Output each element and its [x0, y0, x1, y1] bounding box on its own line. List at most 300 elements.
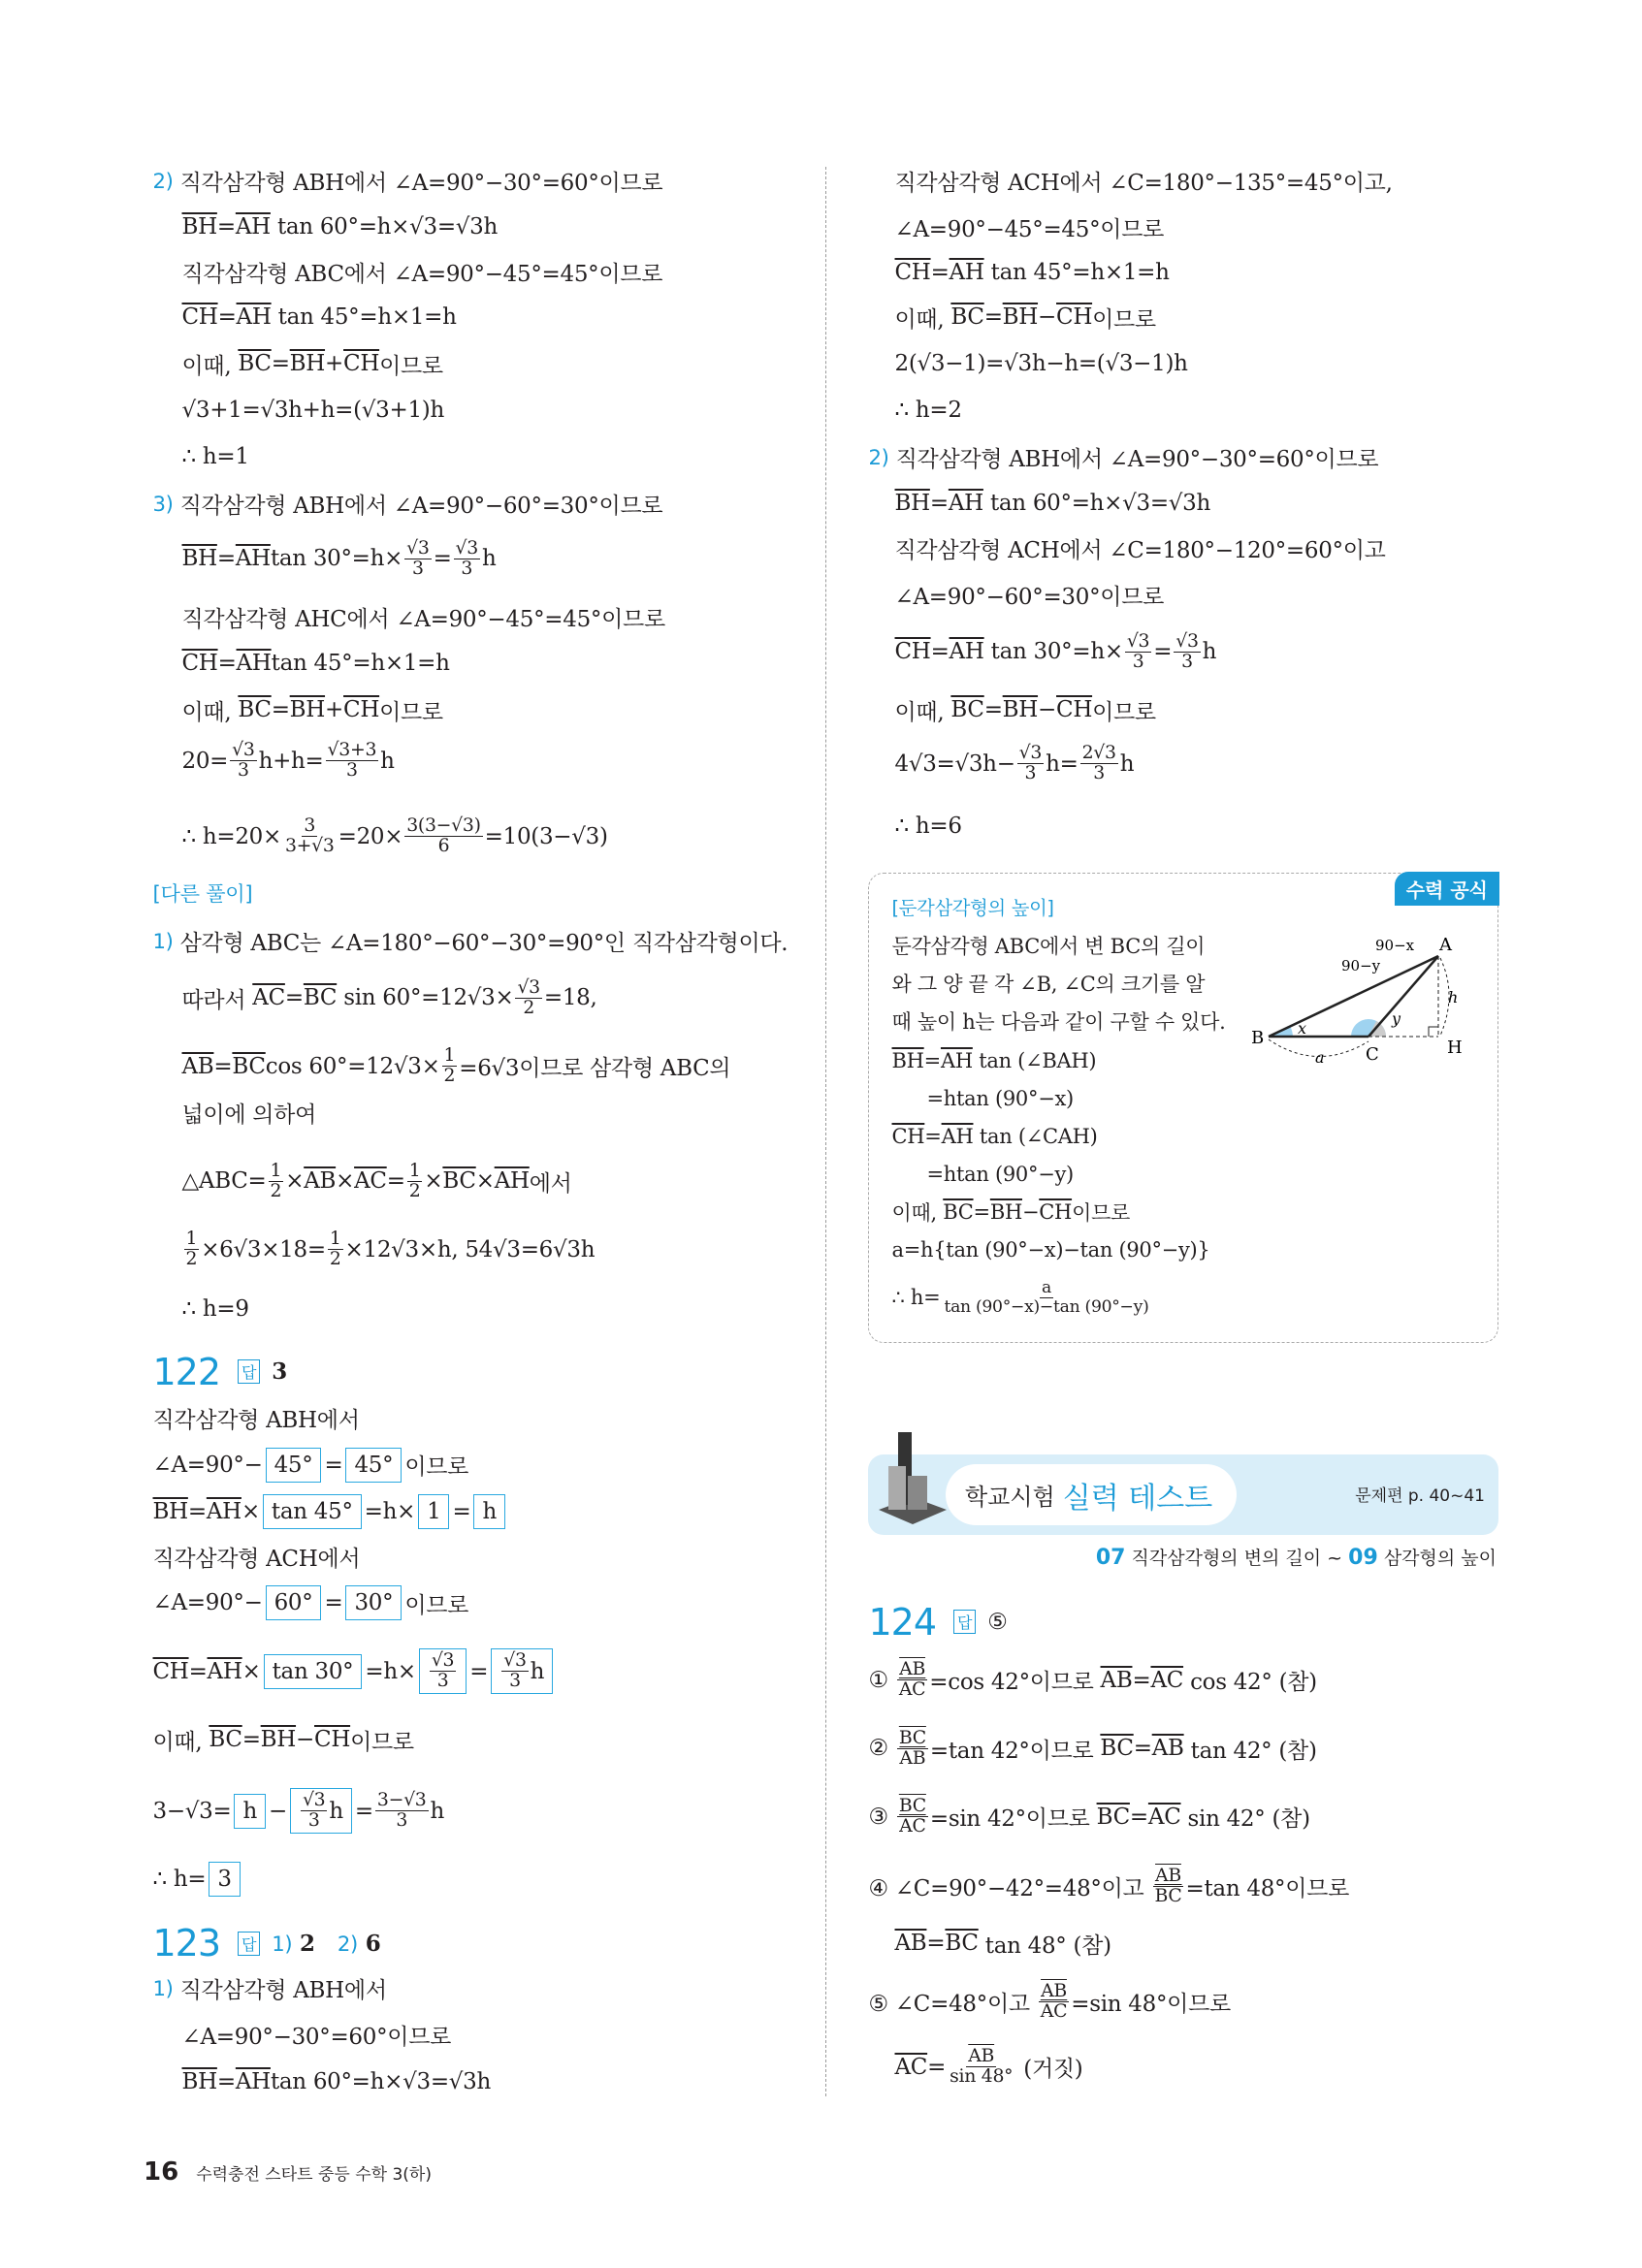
text: 이므로 [379, 699, 443, 725]
denominator [897, 1680, 927, 1700]
denominator [897, 1746, 927, 1769]
text: h [1119, 751, 1135, 777]
text: − [1038, 304, 1057, 330]
text: ∠A=90°−30°=60°이므로 [181, 2025, 452, 2050]
segment-label: $\overline{BH}$ [989, 1199, 1022, 1224]
text-line [895, 2046, 1083, 2089]
segment-label: $\overline{BC}$ [1096, 1804, 1130, 1830]
denominator [184, 1250, 200, 1269]
text-line [892, 885, 1054, 928]
text: h [1202, 639, 1217, 664]
item-marker: 2) [152, 168, 174, 193]
text: = [216, 546, 236, 571]
text: h [481, 546, 497, 571]
text: 3 [412, 557, 424, 579]
boxed-answer [345, 1585, 402, 1620]
text-line [153, 1790, 445, 1833]
text-line [182, 740, 395, 783]
text-line [895, 159, 1393, 202]
text: × [241, 1498, 260, 1524]
text: √3 [1126, 629, 1150, 652]
segment-label: $\overline{AC}$ [1147, 1804, 1181, 1830]
text: 1 [270, 1159, 282, 1181]
text: h+h= [258, 748, 324, 774]
text: 직각삼각형 ABH에서 ∠A=90°−30°=60°이므로 [173, 170, 663, 196]
text: sin 48° [950, 2065, 1014, 2087]
text-line [153, 1650, 557, 1693]
text: 3 [1132, 650, 1144, 672]
boxed-answer [263, 1494, 362, 1529]
text: =sin 48°이므로 [1071, 1991, 1231, 2017]
text-line [895, 574, 1165, 617]
text: tan 60°=h×√3=√3h [270, 214, 499, 240]
text: 30° [354, 1590, 394, 1615]
text: 2 [523, 996, 535, 1018]
item-marker: 2) [337, 1931, 358, 1956]
text: = [930, 259, 950, 285]
text: √3 [455, 536, 478, 559]
segment-label: $\overline{AB}$ [968, 2045, 995, 2067]
segment-label: $\overline{AH}$ [941, 1124, 974, 1148]
text: (거짓) [1016, 2057, 1083, 2082]
text-line [182, 688, 443, 731]
numerator [1017, 744, 1044, 764]
text: 3 [461, 557, 473, 579]
text: × [336, 1168, 355, 1194]
text-line [895, 482, 1211, 525]
chapter-number: 07 [1095, 1546, 1126, 1570]
text-line [182, 389, 444, 431]
text: √3 [503, 1649, 527, 1672]
fraction [184, 1230, 200, 1269]
text: = [469, 1658, 489, 1684]
text-line [895, 527, 1386, 570]
text-line [927, 1077, 1074, 1120]
segment-label: $\overline{BH}$ [289, 351, 326, 376]
text: 이때, [181, 699, 239, 725]
text: = [213, 1053, 233, 1079]
text: =h× [364, 1498, 416, 1524]
text: = [188, 1658, 208, 1684]
boxed-answer [266, 1448, 322, 1483]
denominator [507, 1672, 523, 1691]
text: ③ [868, 1804, 895, 1830]
text: × [241, 1658, 261, 1684]
boxed-answer [209, 1862, 240, 1897]
text: tan 45°=h×1=h [983, 259, 1170, 285]
text: sin 42° (참) [1180, 1806, 1310, 1832]
formula-box [868, 873, 1498, 1343]
numerator [404, 536, 431, 559]
text: = [284, 985, 304, 1010]
answer-value: 2 [292, 1930, 338, 1957]
fraction [269, 1159, 284, 1201]
text-line [892, 1115, 1098, 1158]
segment-label: $\overline{AH}$ [236, 651, 272, 676]
segment-label: $\overline{BH}$ [1002, 697, 1039, 722]
expression [1155, 1865, 1181, 1886]
segment-label: BC [1154, 1885, 1182, 1906]
text-line [895, 206, 1165, 248]
answer-badge: 답 [953, 1610, 976, 1634]
text: = [241, 1727, 261, 1752]
text: tan 30°=h× [983, 639, 1123, 664]
text-line [153, 1581, 469, 1624]
numerator [442, 1046, 458, 1067]
text: + [325, 697, 344, 722]
text: 6 [437, 835, 450, 856]
text-line [153, 1858, 243, 1901]
angle-90-x-label: 90−x [1375, 937, 1415, 954]
fraction [948, 2047, 1014, 2087]
segment-label: $\overline{AC}$ [894, 2054, 928, 2080]
numerator [328, 1230, 343, 1250]
segment-label: AC [1040, 1999, 1068, 2022]
section-banner [868, 1454, 1498, 1535]
segment-label: $\overline{AC}$ [1150, 1667, 1184, 1693]
text: ① [868, 1667, 895, 1693]
denominator [948, 2067, 1014, 2087]
text: h [380, 748, 395, 774]
segment-label: $\overline{AH}$ [235, 546, 271, 571]
text: 3 [509, 1670, 521, 1691]
text: 이므로 [1072, 1200, 1131, 1225]
segment-label: $\overline{CH}$ [181, 651, 218, 676]
segment-label: $\overline{AB}$ [894, 1931, 927, 1956]
denominator [521, 996, 536, 1018]
text: 직각삼각형 ABH에서 [152, 1408, 360, 1433]
text: = [217, 651, 237, 676]
numerator [301, 1791, 327, 1811]
answer-badge: 답 [238, 1359, 260, 1384]
segment-label: $\overline{BH}$ [181, 214, 217, 240]
text: 2 [185, 1248, 198, 1269]
segment-label: $\overline{BC}$ [950, 697, 984, 722]
text: = [433, 546, 452, 571]
text: 따라서 [181, 987, 253, 1013]
text-line [182, 1092, 317, 1134]
text-line [153, 920, 789, 963]
text-line [869, 1796, 1310, 1838]
fraction [942, 1279, 1150, 1315]
text: 2 [443, 1065, 456, 1086]
text: 직각삼각형 ABH에서 ∠A=90°−60°=30°이므로 [173, 493, 663, 519]
text: 1 [185, 1228, 198, 1250]
text: = [983, 697, 1003, 722]
segment-label: $\overline{BC}$ [943, 1199, 974, 1224]
denominator [1091, 764, 1107, 783]
fraction [1152, 1867, 1183, 1906]
denominator [328, 1250, 343, 1269]
text: 3 [238, 759, 249, 781]
obtuse-triangle-diagram [1249, 927, 1482, 1097]
text: 3 [1181, 650, 1193, 672]
fraction [515, 975, 541, 1018]
text: 이때, [152, 1729, 209, 1755]
text: h [242, 1798, 257, 1824]
denominator [306, 1811, 322, 1831]
text: ×6√3×18= [201, 1236, 326, 1262]
text: tan 45°=h×1=h [271, 304, 457, 330]
text: =h× [365, 1658, 416, 1684]
segment-label: $\overline{AB}$ [304, 1168, 337, 1194]
boxed-answer [290, 1788, 352, 1834]
segment-label: $\overline{BC}$ [209, 1727, 242, 1752]
expression [899, 1795, 926, 1816]
text: = [324, 1452, 343, 1478]
segment-label: $\overline{BC}$ [303, 985, 338, 1010]
fraction [230, 741, 256, 781]
item-marker: 1) [152, 929, 174, 953]
segment-label: $\overline{BC}$ [238, 351, 272, 376]
fraction [328, 1230, 343, 1269]
text: ∴ h= [152, 1867, 207, 1892]
text: = [1133, 1736, 1152, 1761]
fraction [897, 1660, 927, 1700]
text-line [895, 743, 1135, 785]
text-line [869, 435, 1379, 478]
text: =htan (90°−y) [926, 1162, 1074, 1186]
text-line [895, 1922, 1111, 1965]
text-line [153, 482, 663, 525]
text: 45° [354, 1452, 394, 1478]
segment-label: AC [898, 1678, 926, 1700]
book-title: 수력충전 스타트 중등 수학 3(하) [196, 2164, 432, 2185]
segment-label: $\overline{AB}$ [1041, 1979, 1067, 2001]
boxed-answer [266, 1585, 322, 1620]
segment-label: $\overline{AB}$ [1100, 1667, 1133, 1693]
segment-label: $\overline{CH}$ [894, 259, 931, 285]
segment-label: $\overline{CH}$ [891, 1124, 925, 1148]
segment-label: $\overline{CH}$ [1039, 1199, 1073, 1224]
text: 이때, [181, 353, 239, 379]
text-line [153, 1351, 287, 1393]
text-line [153, 1444, 469, 1486]
text: =tan 42°이므로 [929, 1738, 1101, 1764]
text-line [153, 1718, 414, 1761]
boxed-answer [234, 1794, 266, 1829]
text: 3 [396, 1809, 408, 1831]
item-marker: [다른 풀이] [152, 881, 253, 906]
segment-label: $\overline{BH}$ [891, 1048, 924, 1072]
denominator [1039, 1999, 1069, 2022]
text: △ABC= [181, 1168, 267, 1194]
segment-label: $\overline{AH}$ [236, 304, 272, 330]
text: 때 높이 h는 다음과 같이 구할 수 있다. [891, 1010, 1226, 1034]
segment-label: $\overline{BH}$ [181, 546, 217, 571]
text: √3+3 [327, 739, 377, 761]
text: 1 [443, 1044, 456, 1067]
text: 3−√3 [376, 1789, 427, 1811]
text: cos 42° (참) [1183, 1670, 1317, 1695]
text-line [182, 435, 249, 478]
section-subheading [1096, 1544, 1497, 1570]
numerator [454, 536, 480, 559]
problem-number: 124 [868, 1600, 937, 1644]
text: 3 [304, 815, 316, 837]
text: tan 45° [271, 1498, 353, 1524]
segment-label: $\overline{AB}$ [181, 1053, 214, 1079]
denominator [1152, 1887, 1183, 1906]
numerator [326, 741, 379, 761]
text-line [892, 924, 1206, 967]
fraction [430, 1651, 456, 1691]
text: ⑤ [987, 1609, 1008, 1635]
segment-label: $\overline{AH}$ [207, 1658, 242, 1684]
text: − [268, 1798, 287, 1824]
text: = [930, 639, 950, 664]
text: = [216, 214, 236, 240]
text-line [869, 1866, 1350, 1908]
text-line [869, 1601, 1008, 1644]
text: ② [868, 1736, 895, 1761]
text-line [182, 1160, 572, 1202]
answer-value: 3 [272, 1358, 287, 1385]
problem-page-reference: 문제편 p. 40~41 [1355, 1486, 1485, 1506]
angle-90-y-label: 90−y [1341, 957, 1381, 974]
segment-label: $\overline{BH}$ [1002, 304, 1039, 330]
boxed-answer [491, 1648, 553, 1694]
text: =tan 48°이므로 [1185, 1876, 1349, 1901]
text: − [1038, 697, 1057, 722]
fraction [501, 1651, 528, 1691]
text-line [895, 251, 1170, 294]
text: ∴ h=2 [894, 398, 962, 423]
segment-label: $\overline{CH}$ [343, 351, 380, 376]
text-line [892, 1039, 1097, 1082]
segment-label: AB [899, 1746, 926, 1769]
item-marker: 1) [272, 1931, 293, 1956]
text: 2 [408, 1179, 421, 1201]
segment-label: $\overline{CH}$ [181, 304, 218, 330]
text: = [386, 1168, 405, 1194]
segment-label: $\overline{CH}$ [894, 639, 931, 664]
text: 에서 [529, 1170, 572, 1197]
expression [899, 1815, 925, 1837]
segment-label: $\overline{BH}$ [894, 491, 930, 516]
vertex-c-label: C [1366, 1044, 1379, 1065]
text: ∠A=90°− [152, 1452, 263, 1478]
segment-label: $\overline{AH}$ [940, 1048, 973, 1072]
text: 2√3 [1081, 742, 1116, 764]
text-line [182, 1288, 249, 1330]
text: 직각삼각형 ACH에서 ∠C=180°−135°=45°이고, [894, 170, 1393, 196]
segment-label: $\overline{BC}$ [442, 1168, 476, 1194]
numerator [897, 1660, 927, 1680]
segment-label: $\overline{AH}$ [206, 1498, 241, 1524]
denominator [942, 1298, 1150, 1316]
expression [968, 2045, 994, 2066]
chapter-number: 09 [1348, 1546, 1378, 1570]
text: =6√3이므로 삼각형 ABC의 [459, 1056, 731, 1081]
text: √3+1=√3h+h=(√3+1)h [181, 398, 444, 423]
text: ∴ h=20× [181, 823, 281, 849]
text: h [530, 1658, 545, 1684]
segment-label: $\overline{AB}$ [1151, 1736, 1184, 1761]
fraction [442, 1046, 458, 1086]
text: = [929, 491, 949, 516]
fraction [1174, 629, 1200, 672]
text-line [892, 962, 1206, 1005]
text: √3 [1175, 629, 1199, 652]
text: = [271, 351, 290, 376]
fraction [283, 816, 337, 856]
segment-label: $\overline{AH}$ [949, 639, 984, 664]
text: 1 [329, 1228, 341, 1250]
denominator [435, 1672, 451, 1691]
text: = [927, 2054, 947, 2080]
vertex-a-label: A [1439, 935, 1452, 955]
text: × [475, 1168, 495, 1194]
text: − [296, 1727, 315, 1752]
segment-label: $\overline{CH}$ [152, 1658, 189, 1684]
segment-label: $\overline{AH}$ [948, 491, 983, 516]
vertex-h-label: H [1447, 1038, 1463, 1058]
numerator [269, 1159, 284, 1182]
text-line [895, 296, 1156, 338]
text: 3 [307, 1809, 320, 1831]
text: − [1021, 1199, 1040, 1224]
text: 3 [1024, 762, 1037, 783]
expression [1041, 1980, 1067, 2001]
text-line [892, 1229, 1210, 1271]
numerator [897, 1797, 928, 1817]
angle-x-label: x [1298, 1019, 1307, 1038]
segment-label: $\overline{BC}$ [238, 697, 272, 722]
segment-label: $\overline{AC}$ [354, 1168, 387, 1194]
segment-label: $\overline{BC}$ [945, 1931, 979, 1956]
text: × [424, 1168, 443, 1194]
text: h [430, 1798, 445, 1824]
text: =18, [543, 985, 597, 1010]
item-marker: [둔각삼각형의 높이] [891, 896, 1054, 919]
denominator [394, 1811, 409, 1831]
text: = [983, 304, 1003, 330]
text: 3 [217, 1867, 232, 1892]
text: h [482, 1498, 497, 1524]
text-line [153, 1967, 387, 2010]
text: ∴ h=6 [894, 814, 962, 839]
text: ∠A=90°− [152, 1590, 263, 1615]
numerator [1125, 629, 1151, 653]
text: 삼각형 ABC는 ∠A=180°−60°−30°=90°인 직각삼각형이다. [173, 931, 789, 956]
segment-label: $\overline{AH}$ [494, 1168, 530, 1194]
text-line [153, 159, 663, 202]
text: = [187, 1498, 207, 1524]
text: tan 60°=h×√3=√3h [270, 2068, 492, 2094]
numerator [230, 741, 256, 761]
text-line [182, 342, 443, 385]
text: ∠A=90°−45°=45°이므로 [894, 216, 1165, 242]
text-line [895, 342, 1188, 385]
numerator [404, 816, 482, 837]
page-footer [144, 2157, 432, 2187]
text: + [325, 351, 344, 376]
fraction [375, 1791, 429, 1831]
text: tan 42° (참) [1183, 1738, 1317, 1764]
text-line [869, 1659, 1317, 1702]
item-marker: 1) [152, 1976, 174, 2000]
text: 이때, [894, 306, 951, 333]
text: 45° [274, 1452, 313, 1478]
segment-label: $\overline{CH}$ [343, 697, 380, 722]
text: 직각삼각형 ACH에서 [152, 1546, 361, 1572]
boxed-answer [264, 1654, 363, 1689]
numerator [501, 1651, 528, 1672]
numerator [430, 1651, 456, 1672]
numerator [302, 816, 317, 837]
segment-label: $\overline{BC}$ [232, 1053, 266, 1079]
